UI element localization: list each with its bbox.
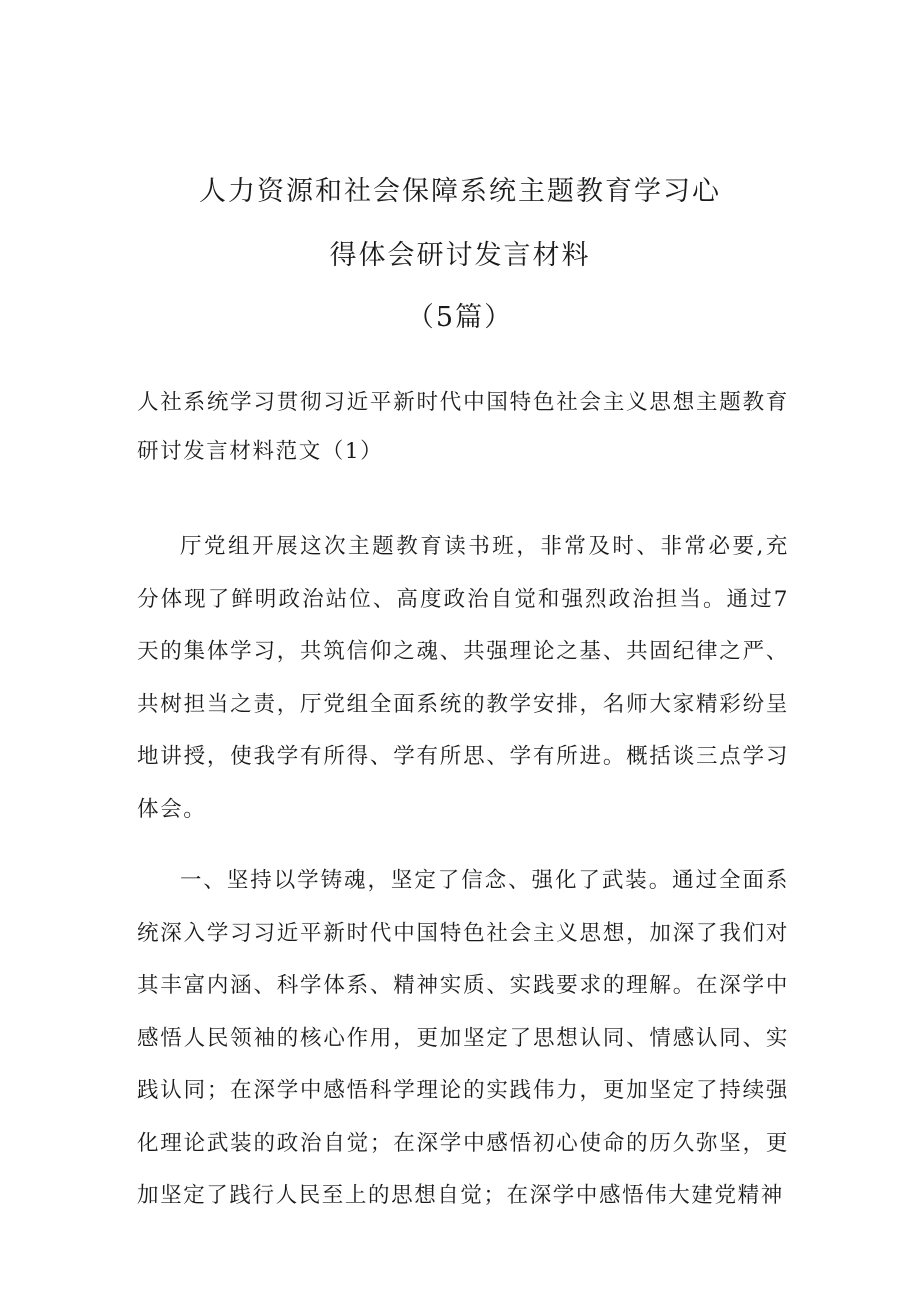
title-count: （5篇）	[406, 302, 514, 333]
document-title	[0, 160, 920, 348]
body-paragraph-1: 厅党组开展这次主题教育读书班，非常及时、非常必要,充分体现了鲜明政治站位、高度政治自觉和强烈政治担当。通过7天的集体学习，共筑信仰之魂、共强理论之基、共固纪律之严、共树担当之责，厅党组全面系统的教学安排，名师大家精彩纷呈地讲授，使我学有所得、学有所思、学有所进。概括谈三点学习体会。	[137, 534, 789, 822]
title-line-2: 得体会研讨发言材料	[329, 240, 591, 271]
section-subheading: 人社系统学习贯彻习近平新时代中国特色社会主义思想主题教育研讨发言材料范文（1）	[137, 390, 789, 464]
title-line-1: 人力资源和社会保障系统主题教育学习心	[199, 176, 721, 207]
body-paragraph-2: 一、坚持以学铸魂，坚定了信念、强化了武装。通过全面系统深入学习习近平新时代中国特色社会主义思想，加深了我们对其丰富内涵、科学体系、精神实质、实践要求的理解。在深学中感悟人民领袖的核心作用，更加坚定了思想认同、情感认同、实践认同；在深学中感悟科学理论的实践伟力，更加坚定了持续强化理论武装的政治自觉；在深学中感悟初心使命的历久弥坚，更加坚定了践行人民至上的思想自觉；在深学中感悟伟大建党精神	[137, 868, 789, 1208]
